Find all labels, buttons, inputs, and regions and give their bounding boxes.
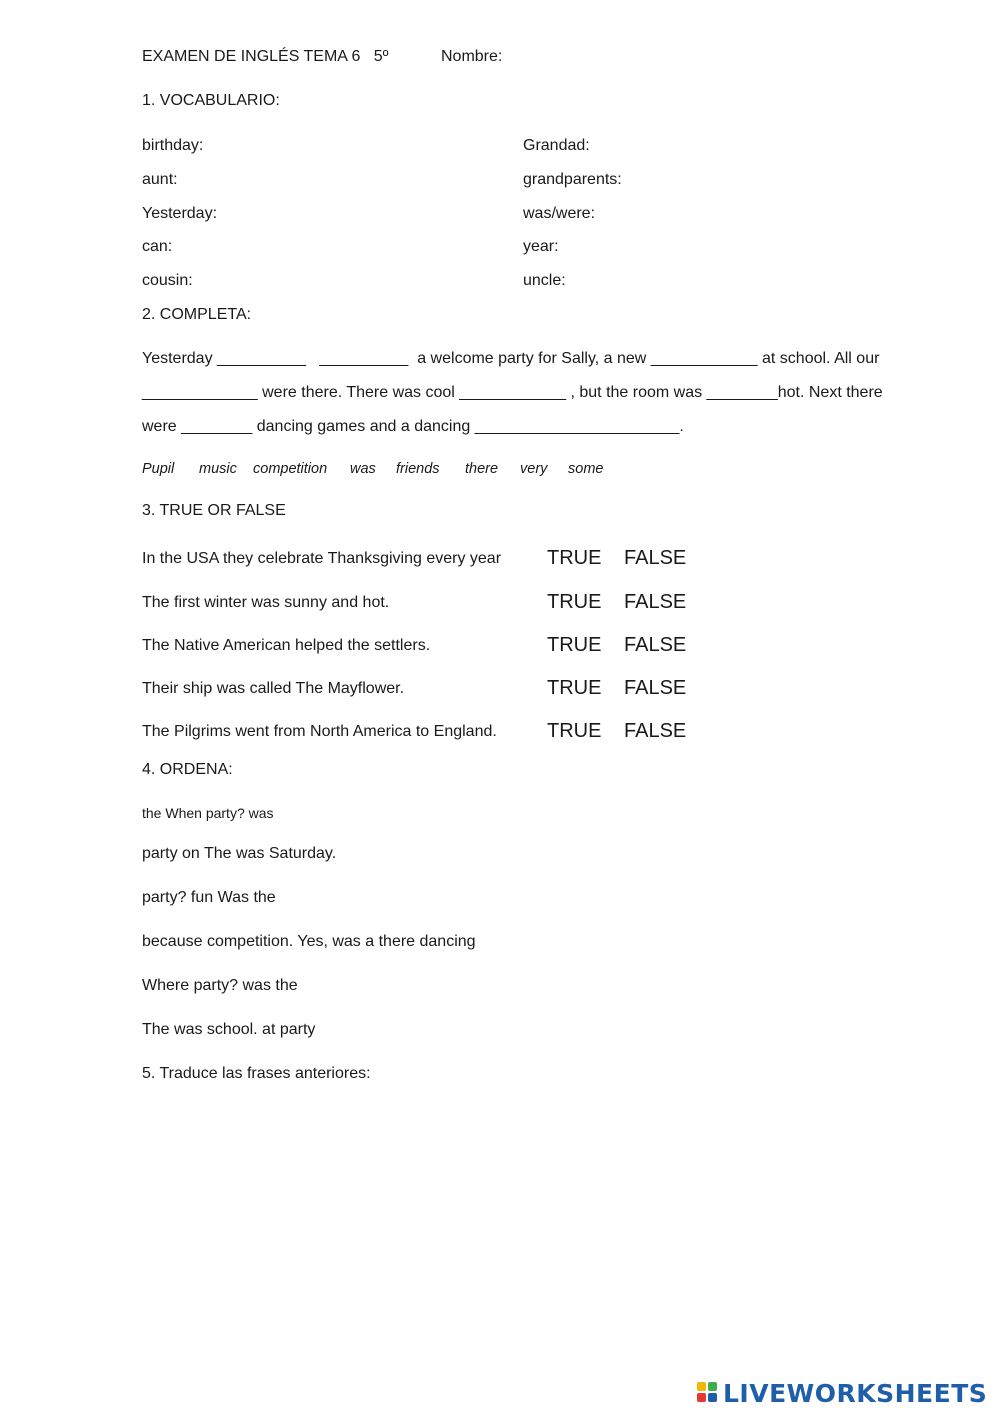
vocab-left-item: birthday: [142,137,204,154]
tf-statement: The Native American helped the settlers. [142,637,431,654]
true-false-heading: 3. TRUE OR FALSE [142,502,286,519]
tf-statement: The first winter was sunny and hot. [142,594,390,611]
tf-statement: Their ship was called The Mayflower. [142,680,405,697]
completa-line: Yesterday __________ __________ a welcome party for Sally, a new ____________ at school. All our [142,350,880,367]
liveworksheets-logo [697,1378,987,1408]
true-option[interactable]: TRUE [547,677,602,699]
completa-heading: 2. COMPLETA: [142,306,252,323]
word-bank-item: friends [396,461,440,477]
completa-line: were ________ dancing games and a dancing _______________________. [142,418,684,435]
ordena-heading: 4. ORDENA: [142,761,233,778]
traduce-heading: 5. Traduce las frases anteriores: [142,1065,371,1082]
vocab-left-item: can: [142,238,173,255]
false-option[interactable]: FALSE [624,720,687,742]
vocab-right-item: Grandad: [523,137,590,154]
exam-title: EXAMEN DE INGLÉS TEMA 6 5º [142,48,389,65]
true-option[interactable]: TRUE [547,547,602,569]
tf-statement: The Pilgrims went from North America to England. [142,723,497,740]
ordena-item: party? fun Was the [142,889,276,906]
ordena-item: the When party? was [142,805,274,821]
vocabulario-heading: 1. VOCABULARIO: [142,92,280,109]
word-bank-item: was [350,461,376,477]
vocab-left-item: cousin: [142,272,193,289]
true-option[interactable]: TRUE [547,591,602,613]
vocab-right-item: year: [523,238,559,255]
vocab-left-item: aunt: [142,171,178,188]
completa-line: _____________ were there. There was cool ____________ , but the room was ________hot. Next there [142,384,883,401]
liveworksheets-logo-text: LIVEWORKSHEETS [723,1378,988,1408]
ordena-item: The was school. at party [142,1021,316,1038]
word-bank-item: music [199,461,237,477]
ordena-item: Where party? was the [142,977,298,994]
word-bank-item: competition [253,461,328,477]
word-bank-item: there [465,461,499,477]
ordena-item: because competition. Yes, was a there dancing [142,933,476,950]
ordena-item: party on The was Saturday. [142,845,337,862]
vocab-right-item: uncle: [523,272,566,289]
word-bank-item: some [568,461,604,477]
tf-statement: In the USA they celebrate Thanksgiving every year [142,550,502,567]
false-option[interactable]: FALSE [624,547,687,569]
vocab-left-item: Yesterday: [142,205,218,222]
true-option[interactable]: TRUE [547,720,602,742]
word-bank-item: Pupil [142,461,175,477]
liveworksheets-logo-icon [697,1382,719,1404]
true-option[interactable]: TRUE [547,634,602,656]
false-option[interactable]: FALSE [624,634,687,656]
vocab-right-item: grandparents: [523,171,622,188]
false-option[interactable]: FALSE [624,591,687,613]
vocab-right-item: was/were: [523,205,596,222]
name-label: Nombre: [441,48,503,65]
word-bank-item: very [520,461,548,477]
false-option[interactable]: FALSE [624,677,687,699]
